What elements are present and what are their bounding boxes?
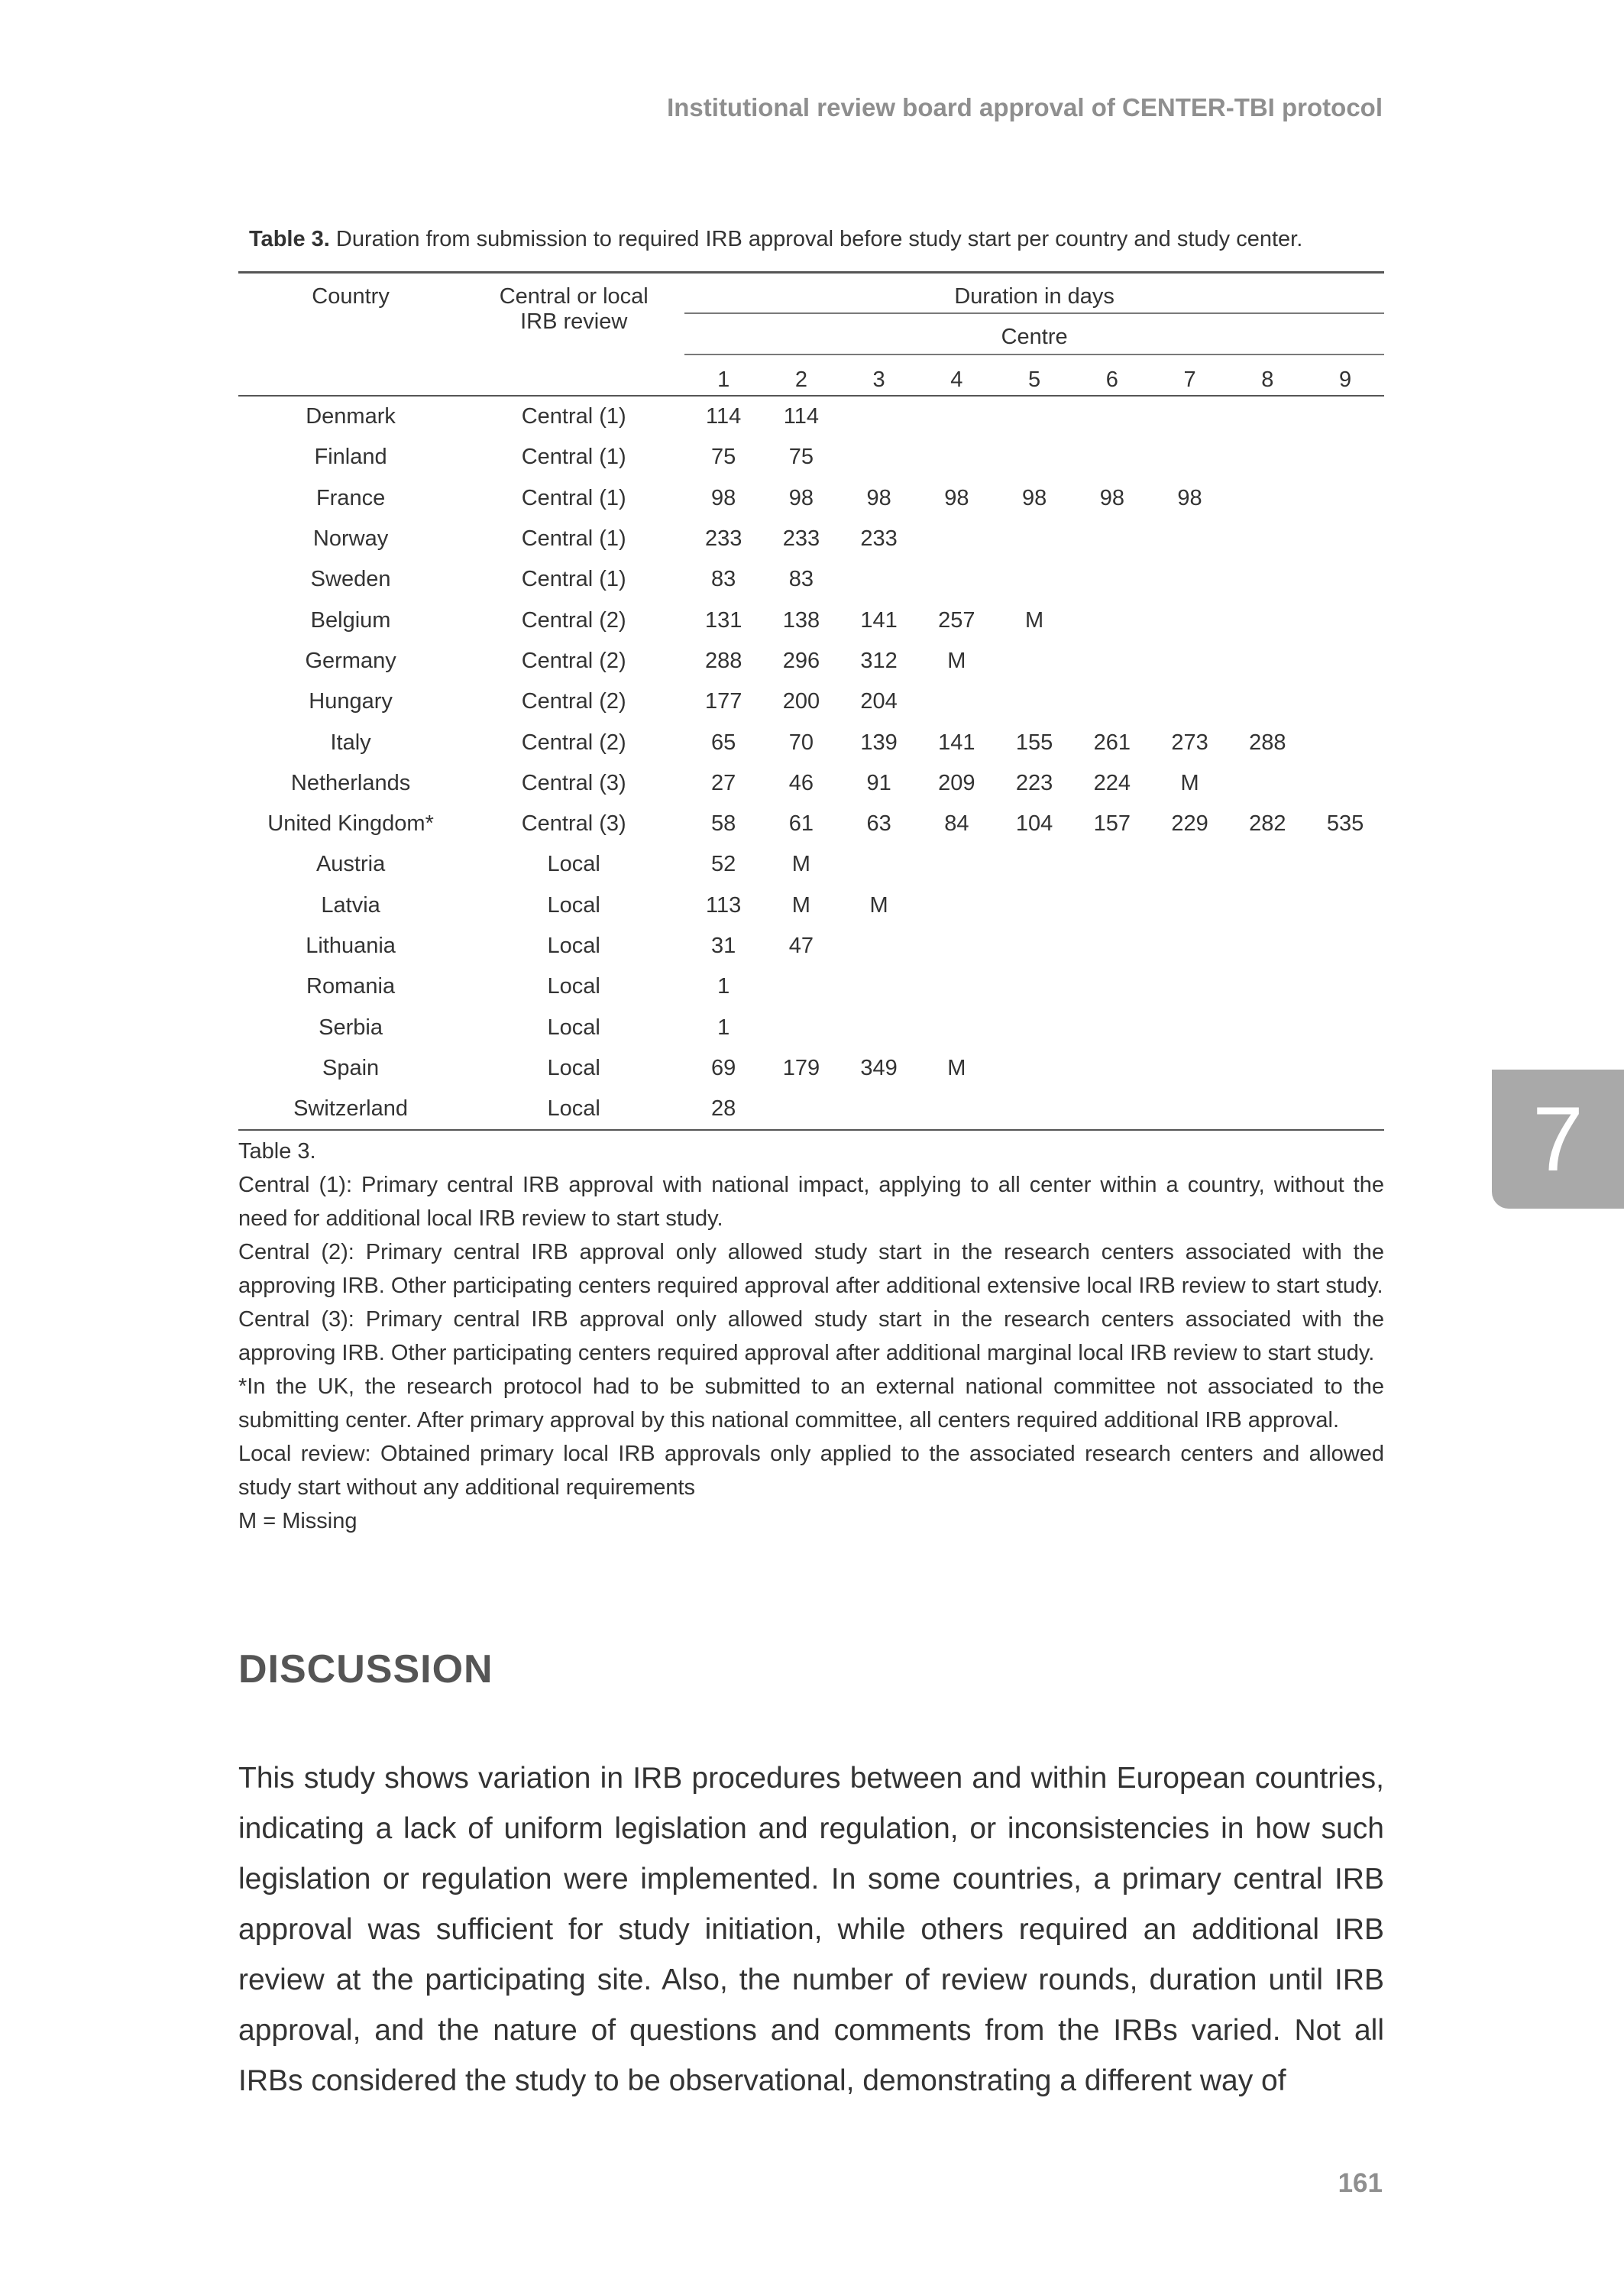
cell-duration — [917, 559, 995, 600]
cell-review: Central (3) — [521, 770, 626, 795]
table-row — [238, 396, 1384, 437]
cell-duration — [1228, 1007, 1306, 1047]
cell-review: Local — [547, 852, 600, 877]
cell-duration — [995, 681, 1073, 722]
cell-country: France — [315, 485, 386, 510]
cell-duration — [1073, 926, 1151, 966]
cell-duration — [1306, 1048, 1384, 1089]
cell-duration — [840, 437, 918, 478]
cell-duration — [1151, 1048, 1229, 1089]
cell-duration — [917, 681, 995, 722]
cell-country: Norway — [312, 526, 389, 552]
cell-duration — [1228, 885, 1306, 926]
cell-country: Netherlands — [290, 770, 411, 795]
cell-review: Local — [547, 1055, 600, 1080]
table-header — [238, 274, 1384, 396]
cell-duration — [917, 437, 995, 478]
cell-duration: 70 — [788, 730, 814, 755]
cell-country: Sweden — [310, 567, 391, 592]
cell-country: Hungary — [309, 689, 393, 714]
cell-duration — [917, 885, 995, 926]
cell-duration — [1151, 681, 1229, 722]
cell-duration: 91 — [866, 770, 891, 795]
cell-review: Local — [463, 1089, 684, 1130]
cell-duration — [840, 926, 918, 966]
cell-duration: M — [1025, 607, 1044, 633]
cell-duration — [995, 966, 1073, 1007]
cell-duration: M — [791, 892, 810, 918]
cell-duration: 65 — [711, 730, 736, 755]
cell-duration: 47 — [788, 934, 814, 958]
cell-review: Central (2) — [521, 730, 626, 755]
cell-duration: 157 — [1093, 811, 1131, 837]
table-row — [238, 722, 1384, 762]
header-centre-number: 9 — [1306, 354, 1384, 396]
cell-duration — [995, 1089, 1073, 1130]
cell-duration: 155 — [1015, 730, 1053, 755]
header-centre-number: 1 — [684, 354, 762, 396]
cell-duration — [1306, 681, 1384, 722]
cell-duration — [995, 437, 1073, 478]
cell-duration — [1228, 600, 1306, 640]
table-caption-label: Table 3. — [249, 227, 330, 251]
cell-duration: 288 — [1249, 730, 1286, 755]
cell-duration: 63 — [866, 811, 891, 837]
cell-duration: 141 — [938, 730, 975, 755]
cell-duration — [1073, 1048, 1151, 1089]
cell-duration — [1228, 1089, 1306, 1130]
table-caption-text: Duration from submission to required IRB approval before study start per country and study center. — [335, 227, 1303, 251]
cell-country: Serbia — [319, 1015, 383, 1040]
cell-duration: 75 — [711, 445, 736, 470]
table-row — [238, 844, 1384, 885]
cell-duration: 282 — [1249, 811, 1286, 837]
cell-duration: 229 — [1171, 811, 1208, 837]
header-review: Central or local IRB review — [463, 274, 684, 396]
cell-duration: 98 — [1021, 485, 1047, 510]
cell-duration: M — [1180, 770, 1199, 795]
cell-country: Lithuania — [306, 934, 396, 958]
cell-duration: 177 — [704, 689, 742, 714]
cell-duration: M — [947, 1055, 966, 1080]
cell-duration — [1228, 763, 1306, 804]
table-note: Local review: Obtained primary local IRB approvals only applied to the associated research centers and allowed study start without any additional requirements — [238, 1442, 1384, 1500]
cell-duration — [995, 844, 1073, 885]
cell-duration: 83 — [788, 567, 814, 592]
cell-duration — [1151, 885, 1229, 926]
table-body — [238, 396, 1384, 1130]
header-country: Country — [238, 274, 463, 396]
cell-duration — [917, 844, 995, 885]
cell-duration — [1306, 1007, 1384, 1047]
cell-duration: 223 — [1015, 770, 1053, 795]
cell-duration: M — [947, 648, 966, 673]
cell-review: Local — [547, 934, 600, 958]
cell-duration — [1228, 966, 1306, 1007]
header-duration: Duration in days — [684, 274, 1384, 313]
cell-duration: 141 — [860, 607, 898, 633]
table-note: Central (3): Primary central IRB approval only allowed study start in the research centers associated with the approving IRB. Other participating centers required approval after additional marginal local IRB review to start study. — [238, 1307, 1384, 1365]
table-row — [238, 1007, 1384, 1047]
table-row — [238, 1089, 1384, 1130]
cell-duration: 273 — [1171, 730, 1208, 755]
cell-duration — [1228, 641, 1306, 681]
cell-duration — [1151, 926, 1229, 966]
cell-duration — [1073, 641, 1151, 681]
cell-duration — [1073, 844, 1151, 885]
cell-duration: 1 — [717, 974, 730, 999]
cell-duration — [1228, 478, 1306, 519]
cell-duration — [1073, 519, 1151, 559]
header-centre-number: 7 — [1151, 354, 1229, 396]
cell-duration — [1151, 641, 1229, 681]
cell-country: Belgium — [310, 607, 391, 633]
cell-duration — [1306, 519, 1384, 559]
cell-duration — [1228, 437, 1306, 478]
cell-duration: 75 — [788, 445, 814, 470]
cell-duration — [1151, 1007, 1229, 1047]
header-centre-number: 8 — [1228, 354, 1306, 396]
cell-review: Central (2) — [521, 607, 626, 633]
cell-duration: 84 — [944, 811, 969, 837]
table-row — [238, 600, 1384, 640]
cell-duration — [840, 844, 918, 885]
cell-duration: 98 — [1099, 485, 1124, 510]
cell-duration: 98 — [1177, 485, 1202, 510]
cell-duration — [995, 519, 1073, 559]
cell-duration — [1073, 396, 1151, 437]
cell-duration — [1151, 1089, 1229, 1130]
cell-duration: 204 — [860, 689, 898, 714]
cell-duration — [995, 641, 1073, 681]
chapter-number: 7 — [1532, 1088, 1584, 1190]
cell-duration — [1151, 844, 1229, 885]
section-heading: DISCUSSION — [238, 1647, 493, 1691]
cell-country: Switzerland — [238, 1089, 463, 1130]
cell-duration — [995, 559, 1073, 600]
table-row — [238, 641, 1384, 681]
table-notes — [238, 1135, 1384, 1538]
cell-country: Romania — [306, 974, 396, 999]
header-centre: Centre — [684, 313, 1384, 354]
cell-duration: 296 — [782, 648, 820, 673]
cell-duration: 61 — [788, 811, 814, 837]
page-number: 161 — [1338, 2168, 1383, 2198]
cell-duration: 113 — [706, 892, 742, 918]
cell-duration — [1306, 926, 1384, 966]
cell-duration: 28 — [684, 1089, 762, 1130]
cell-duration — [995, 396, 1073, 437]
cell-duration — [1306, 844, 1384, 885]
cell-duration — [995, 1007, 1073, 1047]
cell-duration — [1306, 722, 1384, 762]
cell-duration — [1306, 966, 1384, 1007]
running-header: Institutional review board approval of CENTER-TBI protocol — [667, 93, 1383, 121]
cell-duration — [917, 926, 995, 966]
cell-duration — [840, 966, 918, 1007]
cell-country: Denmark — [306, 404, 396, 429]
cell-duration — [1228, 1048, 1306, 1089]
cell-duration: 69 — [711, 1055, 736, 1080]
table-row — [238, 519, 1384, 559]
cell-review: Central (1) — [521, 445, 626, 470]
cell-duration — [1151, 966, 1229, 1007]
duration-table — [238, 271, 1384, 1131]
table-row — [238, 966, 1384, 1007]
cell-country: Finland — [314, 445, 387, 470]
cell-duration: 98 — [944, 485, 969, 510]
cell-review: Central (2) — [521, 648, 626, 673]
cell-review: Central (1) — [521, 485, 626, 510]
cell-duration: M — [869, 892, 888, 918]
cell-duration — [1306, 437, 1384, 478]
cell-duration — [1306, 559, 1384, 600]
cell-duration — [917, 1089, 995, 1130]
cell-duration: 233 — [782, 526, 820, 552]
table-row — [238, 885, 1384, 926]
cell-duration: 209 — [938, 770, 975, 795]
discussion-body — [238, 1753, 1384, 2106]
header-centre-number: 6 — [1073, 354, 1151, 396]
cell-duration — [917, 1007, 995, 1047]
cell-duration: 131 — [704, 607, 742, 633]
cell-duration — [1073, 1007, 1151, 1047]
cell-duration — [1151, 437, 1229, 478]
header-centre-number: 4 — [917, 354, 995, 396]
cell-duration — [1073, 437, 1151, 478]
table-note: Central (1): Primary central IRB approval with national impact, applying to all center within a country, without the need for additional local IRB review to start study. — [238, 1173, 1384, 1231]
cell-country: Italy — [330, 730, 371, 755]
cell-duration — [1306, 763, 1384, 804]
table-note: M = Missing — [238, 1509, 357, 1533]
cell-duration — [1073, 559, 1151, 600]
cell-duration — [917, 396, 995, 437]
table-row — [238, 559, 1384, 600]
cell-review: Central (1) — [521, 567, 626, 592]
cell-duration — [1306, 1089, 1384, 1130]
cell-duration: 139 — [860, 730, 898, 755]
table-row — [238, 478, 1384, 519]
header-centre-number: 2 — [762, 354, 840, 396]
cell-duration: 31 — [711, 934, 736, 958]
cell-duration — [1073, 885, 1151, 926]
cell-duration: 535 — [1326, 811, 1364, 837]
cell-duration: 257 — [938, 607, 975, 633]
discussion-paragraph: This study shows variation in IRB procedures between and within European countries, indicating a lack of uniform legislation and regulation, or inconsistencies in how such legislation or regulation were implemented. In some countries, a primary central IRB approval was sufficient for study initiation, while others required an additional IRB review at the participating site. Also, the number of review rounds, duration until IRB approval, and the nature of questions and comments from the IRBs varied. Not all IRBs considered the study to be observational, demonstrating a different way of — [238, 1762, 1384, 2097]
cell-duration — [1228, 926, 1306, 966]
cell-duration — [1306, 885, 1384, 926]
cell-duration — [762, 1089, 840, 1130]
cell-duration: 114 — [783, 404, 819, 429]
cell-duration: 233 — [704, 526, 742, 552]
cell-duration — [1073, 1089, 1151, 1130]
cell-review: Central (3) — [521, 811, 626, 837]
table-row — [238, 926, 1384, 966]
table-row — [238, 681, 1384, 722]
cell-duration — [762, 966, 840, 1007]
table-row — [238, 437, 1384, 478]
cell-review: Local — [547, 892, 600, 918]
cell-duration: 138 — [782, 607, 820, 633]
cell-duration: 27 — [711, 770, 736, 795]
cell-duration — [1228, 396, 1306, 437]
cell-duration: 224 — [1093, 770, 1131, 795]
cell-duration: 1 — [717, 1015, 730, 1040]
table-row — [238, 804, 1384, 844]
cell-duration — [1306, 478, 1384, 519]
cell-review: Central (1) — [521, 404, 626, 429]
cell-duration: M — [791, 852, 810, 877]
cell-duration — [995, 1048, 1073, 1089]
cell-duration: 98 — [711, 485, 736, 510]
cell-duration: 98 — [788, 485, 814, 510]
table-note: Table 3. — [238, 1139, 316, 1164]
cell-duration — [1306, 396, 1384, 437]
cell-duration — [1073, 966, 1151, 1007]
cell-duration: 46 — [788, 770, 814, 795]
cell-duration — [1151, 600, 1229, 640]
cell-duration — [1151, 559, 1229, 600]
table-row — [238, 1048, 1384, 1089]
cell-review: Central (2) — [521, 689, 626, 714]
cell-review: Local — [547, 1015, 600, 1040]
cell-duration — [1228, 559, 1306, 600]
cell-duration — [1228, 844, 1306, 885]
cell-duration — [1306, 600, 1384, 640]
header-centre-number: 3 — [840, 354, 918, 396]
cell-duration: 114 — [706, 404, 742, 429]
cell-duration — [762, 1007, 840, 1047]
cell-duration — [1228, 519, 1306, 559]
cell-duration: 200 — [782, 689, 820, 714]
table-row — [238, 763, 1384, 804]
cell-duration: 52 — [711, 852, 736, 877]
cell-duration: 98 — [866, 485, 891, 510]
cell-country: Germany — [305, 648, 396, 673]
cell-duration — [1151, 396, 1229, 437]
cell-duration: 179 — [782, 1055, 820, 1080]
cell-duration — [1073, 600, 1151, 640]
cell-duration — [1228, 681, 1306, 722]
cell-duration: 233 — [860, 526, 898, 552]
cell-duration — [995, 926, 1073, 966]
cell-duration — [1151, 519, 1229, 559]
chapter-tab — [1492, 1070, 1624, 1209]
table-note: Central (2): Primary central IRB approval only allowed study start in the research centers associated with the approving IRB. Other participating centers required approval after additional extensive local IRB review to start study. — [238, 1240, 1384, 1298]
cell-duration — [1306, 641, 1384, 681]
cell-country: Latvia — [321, 892, 380, 918]
cell-duration — [840, 396, 918, 437]
cell-country: Austria — [315, 852, 386, 877]
cell-duration: 58 — [711, 811, 736, 837]
cell-duration — [840, 1007, 918, 1047]
cell-country: United Kingdom* — [267, 811, 434, 837]
cell-duration — [917, 519, 995, 559]
cell-duration: 288 — [704, 648, 742, 673]
cell-duration — [917, 966, 995, 1007]
cell-duration — [840, 1089, 918, 1130]
table-note: *In the UK, the research protocol had to be submitted to an external national committee not associated to the submitting center. After primary approval by this national committee, all centers required additional IRB approval. — [238, 1374, 1384, 1432]
header-centre-number: 5 — [995, 354, 1073, 396]
cell-review: Central (1) — [521, 526, 626, 552]
cell-duration — [995, 885, 1073, 926]
cell-duration — [1073, 681, 1151, 722]
cell-duration: 312 — [860, 648, 898, 673]
cell-country: Spain — [322, 1055, 380, 1080]
cell-duration: 261 — [1093, 730, 1131, 755]
cell-duration: 104 — [1015, 811, 1053, 837]
table-caption — [249, 227, 1383, 252]
cell-duration — [840, 559, 918, 600]
cell-duration: 349 — [860, 1055, 898, 1080]
cell-duration: 83 — [711, 567, 736, 592]
cell-review: Local — [547, 974, 600, 999]
